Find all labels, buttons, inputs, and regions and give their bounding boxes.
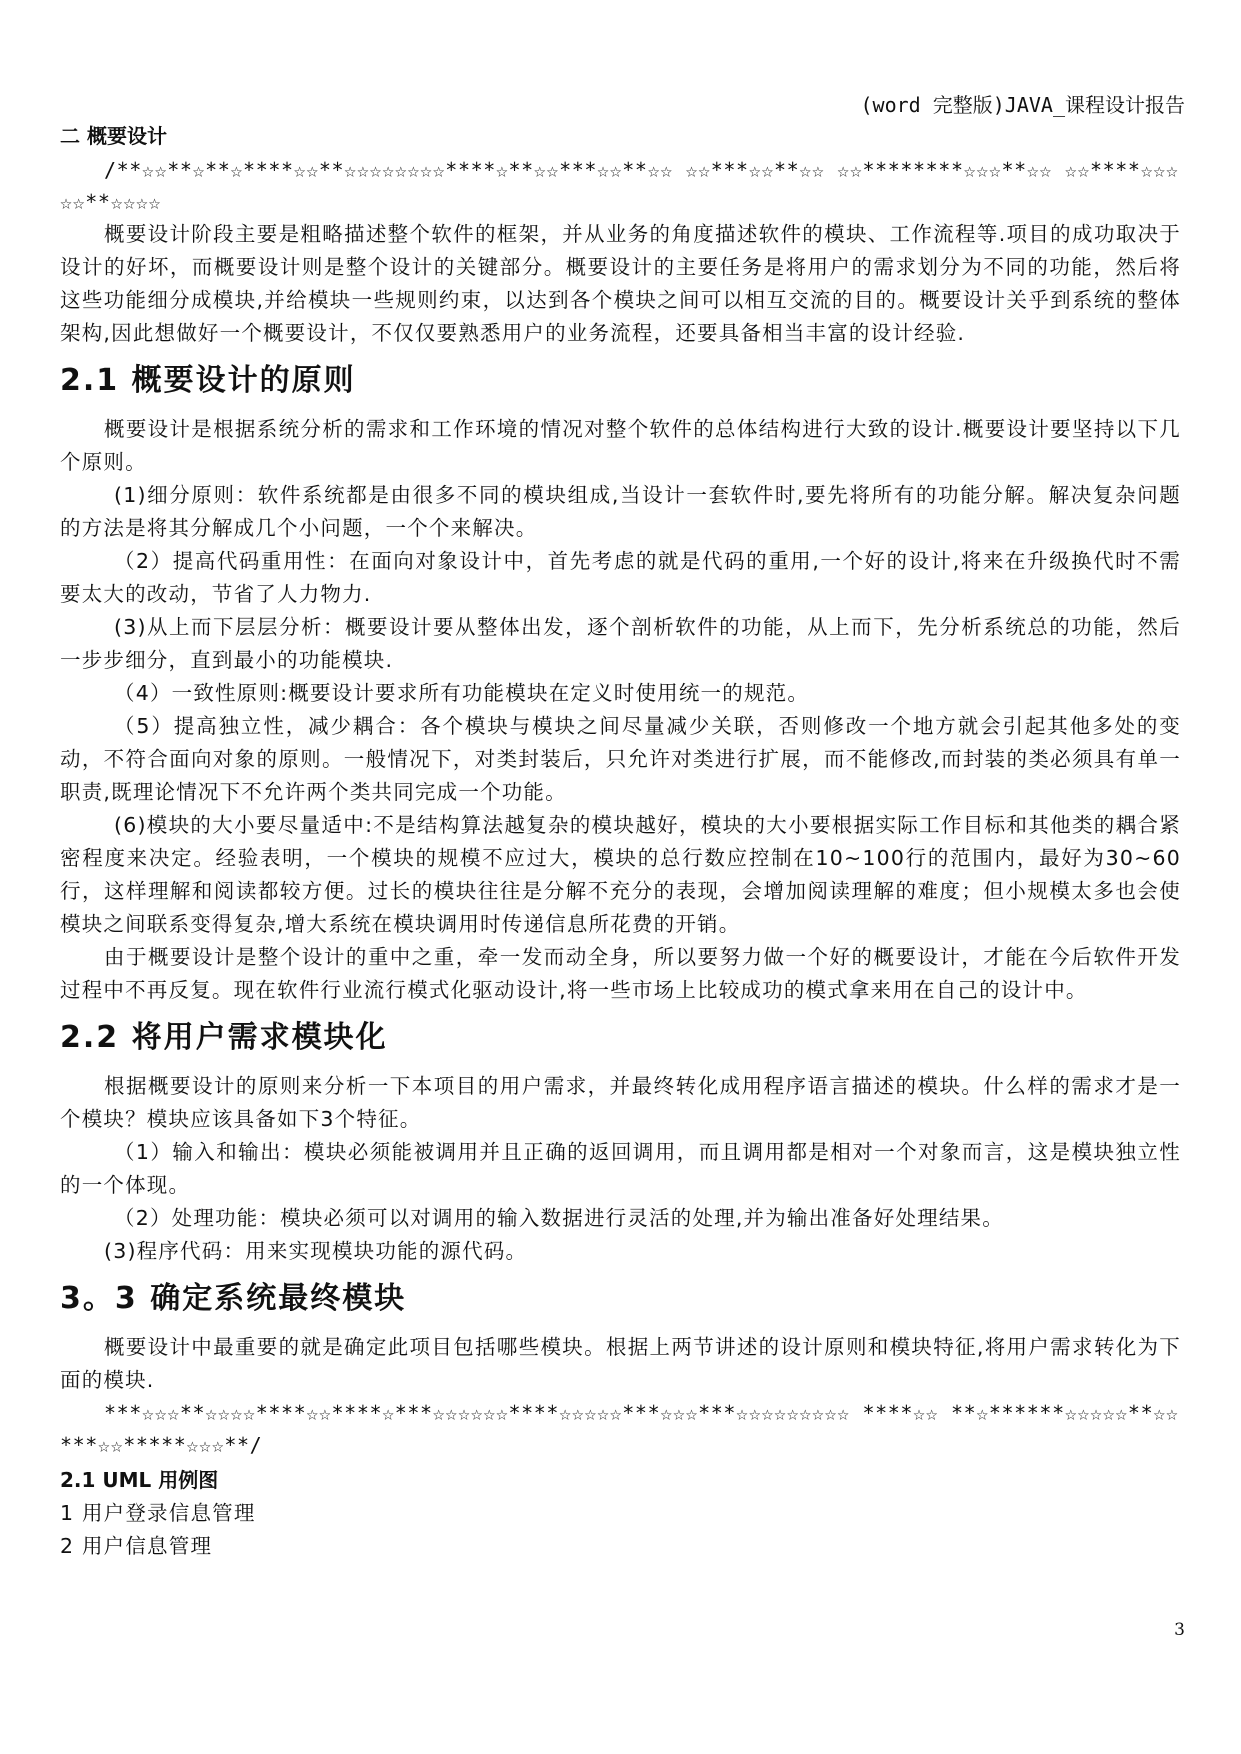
heading-3-3: 3。3 确定系统最终模块 <box>60 1281 407 1316</box>
comment-close-stars: ***☆☆☆**☆☆☆☆****☆☆****☆***☆☆☆☆☆☆****☆☆☆☆☆***☆☆☆***☆☆☆☆☆☆☆☆☆ ****☆☆ **☆******☆☆☆☆☆**☆☆***☆☆*****☆☆☆**/ <box>60 1401 1179 1457</box>
s33-intro-paragraph: 概要设计中最重要的就是确定此项目包括哪些模块。根据上两节讲述的设计原则和模块特征,将用户需求转化为下面的模块. <box>60 1335 1181 1392</box>
heading-2-2: 2.2 将用户需求模块化 <box>60 1020 388 1055</box>
s21-principle-4: （4）一致性原则:概要设计要求所有功能模块在定义时使用统一的规范。 <box>114 681 810 705</box>
s21-principle-3: (3)从上而下层层分析：概要设计要从整体出发，逐个剖析软件的功能，从上而下，先分析系统总的功能，然后一步步细分，直到最小的功能模块. <box>60 615 1181 672</box>
intro-paragraph: 概要设计阶段主要是粗略描述整个软件的框架，并从业务的角度描述软件的模块、工作流程等.项目的成功取决于设计的好坏，而概要设计则是整个设计的关键部分。概要设计的主要任务是将用户的需求划分为不同的功能，然后将这些功能细分成模块,并给模块一些规则约束，以达到各个模块之间可以相互交流的目的。概要设计关乎到系统的整体架构,因此想做好一个概要设计，不仅仅要熟悉用户的业务流程，还要具备相当丰富的设计经验. <box>60 222 1181 345</box>
document-body <box>60 118 1181 1563</box>
page-header: (word 完整版)JAVA_课程设计报告 <box>860 93 1185 117</box>
s21-principle-2: （2）提高代码重用性：在面向对象设计中，首先考虑的就是代码的重用,一个好的设计,将来在升级换代时不需要太大的改动，节省了人力物力. <box>60 549 1181 606</box>
s22-feature-1: （1）输入和输出：模块必须能被调用并且正确的返回调用，而且调用都是相对一个对象而言，这是模块独立性的一个体现。 <box>60 1140 1181 1197</box>
s21-principle-1: (1)细分原则：软件系统都是由很多不同的模块组成,当设计一套软件时,要先将所有的功能分解。解决复杂问题的方法是将其分解成几个小问题，一个个来解决。 <box>60 483 1181 540</box>
s21-intro-paragraph: 概要设计是根据系统分析的需求和工作环境的情况对整个软件的总体结构进行大致的设计.概要设计要坚持以下几个原则。 <box>60 417 1181 474</box>
uml-list-item-1: 1 用户登录信息管理 <box>60 1501 256 1525</box>
uml-heading: 2.1 UML 用例图 <box>60 1468 219 1492</box>
heading-2-1: 2.1 概要设计的原则 <box>60 363 356 398</box>
s22-feature-3: (3)程序代码：用来实现模块功能的源代码。 <box>104 1239 528 1263</box>
s22-feature-2: （2）处理功能：模块必须可以对调用的输入数据进行灵活的处理,并为输出准备好处理结果。 <box>114 1206 1004 1230</box>
s21-principle-5: （5）提高独立性，减少耦合：各个模块与模块之间尽量减少关联，否则修改一个地方就会引起其他多处的变动，不符合面向对象的原则。一般情况下，对类封装后，只允许对类进行扩展，而不能修改,而封装的类必须具有单一职责,既理论情况下不允许两个类共同完成一个功能。 <box>60 714 1181 804</box>
section-label: 二 概要设计 <box>60 124 167 148</box>
comment-open-stars: /**☆☆**☆**☆****☆☆**☆☆☆☆☆☆☆☆****☆**☆☆***☆☆**☆☆ ☆☆***☆☆**☆☆ ☆☆********☆☆☆**☆☆ ☆☆****☆☆☆☆☆**☆☆☆☆ <box>60 158 1179 214</box>
page-number: 3 <box>1174 1620 1185 1640</box>
s22-intro-paragraph: 根据概要设计的原则来分析一下本项目的用户需求，并最终转化成用程序语言描述的模块。什么样的需求才是一个模块？模块应该具备如下3个特征。 <box>60 1074 1181 1131</box>
s21-closing-paragraph: 由于概要设计是整个设计的重中之重，牵一发而动全身，所以要努力做一个好的概要设计，才能在今后软件开发过程中不再反复。现在软件行业流行模式化驱动设计,将一些市场上比较成功的模式拿来用在自己的设计中。 <box>60 945 1181 1002</box>
s21-principle-6: (6)模块的大小要尽量适中:不是结构算法越复杂的模块越好，模块的大小要根据实际工作目标和其他类的耦合紧密程度来决定。经验表明，一个模块的规模不应过大，模块的总行数应控制在10~100行的范围内，最好为30~60行，这样理解和阅读都较方便。过长的模块往往是分解不充分的表现，会增加阅读理解的难度；但小规模太多也会使模块之间联系变得复杂,增大系统在模块调用时传递信息所花费的开销。 <box>60 813 1181 936</box>
uml-list-item-2: 2 用户信息管理 <box>60 1534 213 1558</box>
